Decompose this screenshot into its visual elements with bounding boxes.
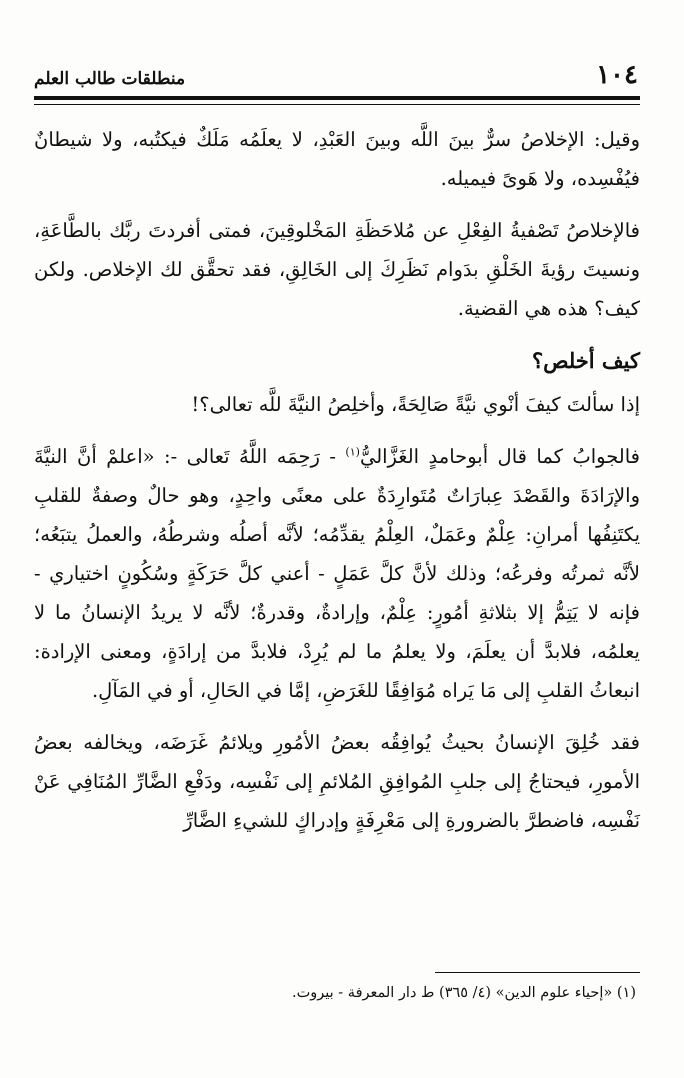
header-rule-thin [34,104,640,105]
paragraph-4-rest: - رَحِمَه اللَّهُ تَعالى -: «اعلمْ أنَّ النيَّةَ والإرَادَةَ والقَصْدَ عِبارَاتٌ مُتَوارِدَةٌ على معنًى واحِدٍ، وهو حالٌ وصفةٌ للقلبِ يكتَنِفُها أمرانِ: عِلْمٌ وعَمَلٌ، العِلْمُ يقدِّمُه؛ لأنَّه أصلُه وشرطُهُ، والعملُ يتبَعُه؛ لأنَّه ثمرتُه وفرعُه؛ وذلك لأنَّ كلَّ عَمَلٍ - أعني كلَّ حَرَكَةٍ وسُكُونٍ اختياري - فإنه لا يَتِمُّ إلا بثلاثةِ أمُورٍ: عِلْمٌ، وإرادةٌ، وقدرةٌ؛ لأنَّه لا يريدُ الإنسانُ ما لا يعلمُه، فلابدَّ أن يعلَمَ، ولا يعلمُ ما لم يُرِدْ، فلابدَّ من إرادَةٍ، ومعنى الإرادة: انبعاثُ القلبِ إلى مَا يَراه مُوَافِقًا للغَرَضِ، إمَّا في الحَالِ، أو في المَآلِ. [34,445,640,702]
page-body [34,120,640,853]
page-header [34,48,638,88]
paragraph-2: فالإخلاصُ تَصْفيةُ الفِعْلِ عن مُلاحَظَةِ المَخْلوقِينَ، فمتى أفردتَ ربَّك بالطَّاعَةِ، ونسيتَ رؤيةَ الخَلْقِ بدَوام نَظَرِكَ إلى الخَالِقِ، فقد تحقَّق لك الإخلاص. ولكن كيف؟ هذه هي القضية. [34,219,640,320]
section-heading: كيف أخلص؟ [531,348,640,373]
footnote-rule [435,972,640,973]
paragraph-5: فقد خُلِقَ الإنسانُ بحيثُ يُوافِقُه بعضُ الأمُورِ ويلائمُ غَرَضَه، ويخالفه بعضُ الأمورِ، فيحتاجُ إلى جلبِ المُوافِقِ المُلائمِ إلى نَفْسِه، ودَفْعِ الضَّارِّ المُنَافِي عَنْ نَفْسِه، فاضطرَّ بالضرورةِ إلى مَعْرِفَةٍ وإدراكٍ للشيءِ الضَّارِّ [34,731,640,832]
paragraph-4-start: فالجوابُ كما قال أبوحامدٍ الغَزَّاليُّ [359,445,640,468]
header-rule-thick [34,96,640,100]
running-title: منطلقات طالب العلم [34,69,186,89]
footnote-reference: (١) [345,445,360,459]
paragraph-1: وقيل: الإخلاصُ سرٌّ بينَ اللَّه وبينَ العَبْدِ، لا يعلَمُه مَلَكٌ فيكتُبه، ولا شيطانٌ فيُفْسِده، ولا هَوىً فيميله. [34,128,640,190]
paragraph-3: إذا سألتَ كيفَ أنْوي نيَّةً صَالِحَةً، وأخلِصُ النيَّةَ للَّه تعالى؟! [191,393,640,416]
footnote: (١) «إحياء علوم الدين» (٤/ ٣٦٥) ط دار المعرفة - بيروت. [292,985,636,1001]
paragraph-4 [34,437,640,710]
page-number: ١٠٤ [596,60,638,90]
